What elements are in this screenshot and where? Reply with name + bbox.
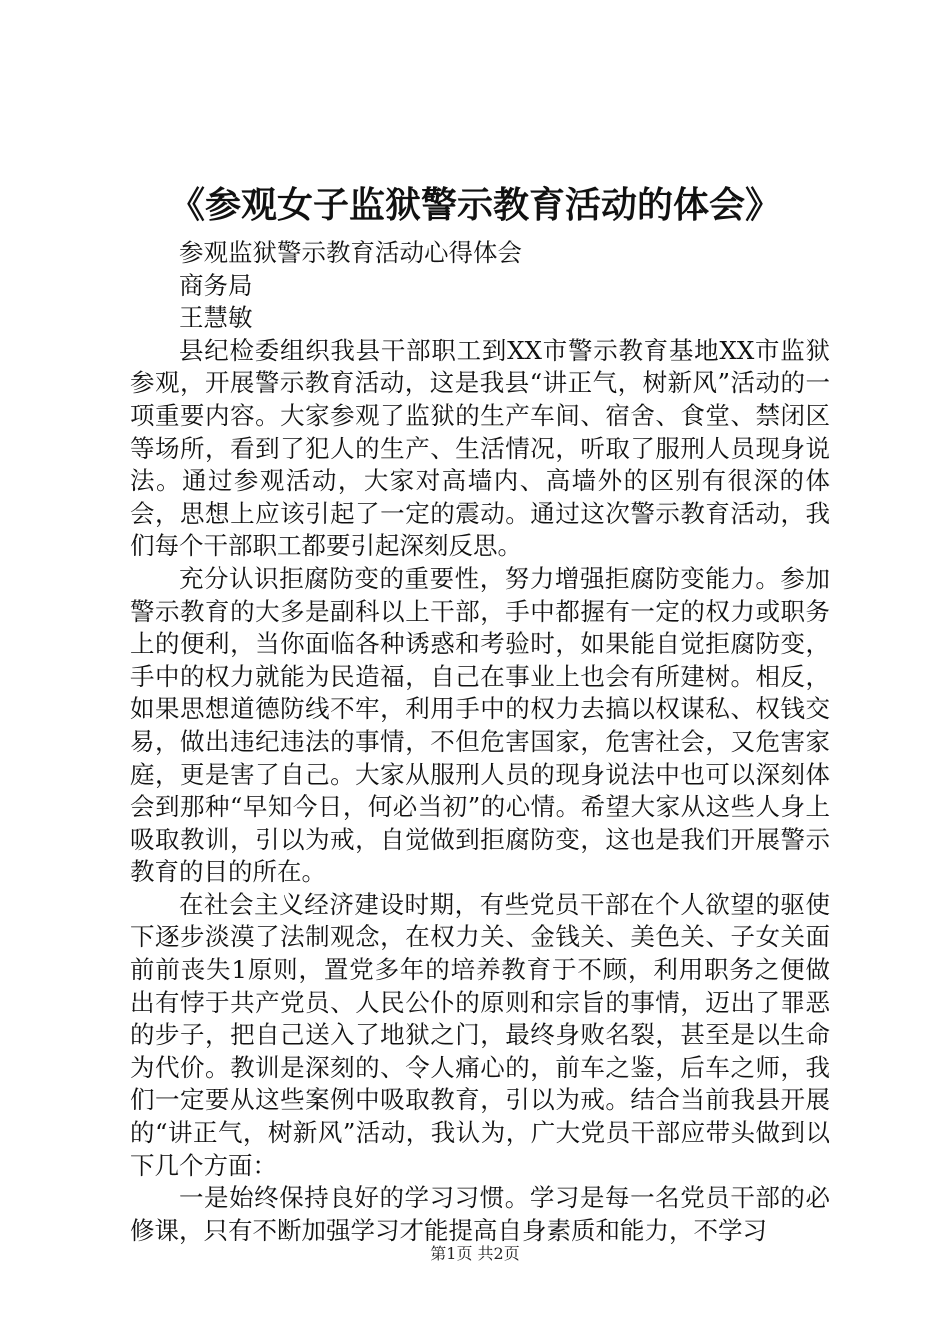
page-indicator: 第1页 共2页	[430, 1244, 520, 1263]
document-title: 《参观女子监狱警示教育活动的体会》	[168, 184, 781, 226]
document-subtitle: 参观监狱警示教育活动心得体会	[179, 238, 522, 267]
paragraph: 充分认识拒腐防变的重要性，努力增强拒腐防变能力。参加警示教育的大多是副科以上干部，手中都握有一定的权力或职务上的便利，当你面临各种诱惑和考验时，如果能自觉拒腐防变，手中的权力就能为民造福，自己在事业上也会有所建树。相反，如果思想道德防线不牢，利用手中的权力去搞以权谋私、权钱交易，做出违纪违法的事情，不但危害国家，危害社会，又危害家庭，更是害了自己。大家从服刑人员的现身说法中也可以深刻体会到那种“早知今日，何必当初”的心情。希望大家从这些人身上吸取教训，引以为戒，自觉做到拒腐防变，这也是我们开展警示教育的目的所在。	[130, 563, 830, 887]
document-body	[130, 237, 830, 1247]
paragraph: 县纪检委组织我县干部职工到XX市警示教育基地XX市监狱参观，开展警示教育活动，这是我县“讲正气，树新风”活动的一项重要内容。大家参观了监狱的生产车间、宿舍、食堂、禁闭区等场所，看到了犯人的生产、生活情况，听取了服刑人员现身说法。通过参观活动，大家对高墙内、高墙外的区别有很深的体会，思想上应该引起了一定的震动。通过这次警示教育活动，我们每个干部职工都要引起深刻反思。	[130, 335, 830, 561]
paragraph: 在社会主义经济建设时期，有些党员干部在个人欲望的驱使下逐步淡漠了法制观念，在权力关、金钱关、美色关、子女关面前前丧失1原则，置党多年的培养教育于不顾，利用职务之便做出有悖于共产党员、人民公仆的原则和宗旨的事情，迈出了罪恶的步子，把自己送入了地狱之门，最终身败名裂，甚至是以生命为代价。教训是深刻的、令人痛心的，前车之鉴，后车之师，我们一定要从这些案例中吸取教育，引以为戒。结合当前我县开展的“讲正气，树新风”活动，我认为，广大党员干部应带头做到以下几个方面：	[130, 889, 830, 1180]
paragraph: 一是始终保持良好的学习习惯。学习是每一名党员干部的必修课，只有不断加强学习才能提高自身素质和能力，不学习	[130, 1183, 830, 1245]
document-author: 王慧敏	[179, 303, 253, 333]
document-department: 商务局	[179, 270, 253, 300]
